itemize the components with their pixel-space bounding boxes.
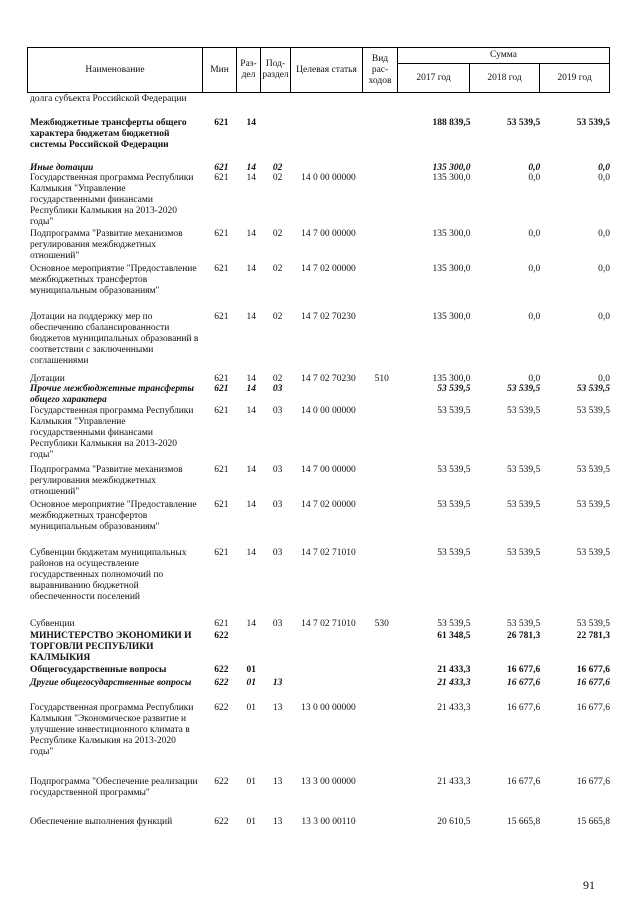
table-row [30,312,610,374]
table-row [30,500,610,548]
cell-name: Другие общегосударственные вопросы [30,678,192,688]
cell-s2: 53 539,5 [507,118,541,128]
cell-s1: 53 539,5 [437,619,471,629]
cell-s3: 53 539,5 [576,619,611,629]
cell-raz: 01 [246,703,256,713]
cell-s3: 0,0 [598,312,611,322]
table-row [30,619,610,631]
cell-pod: 03 [272,465,283,475]
cell-min: 621 [214,406,229,416]
cell-raz: 14 [246,548,256,558]
cell-vid: 510 [374,374,389,384]
cell-raz: 14 [246,312,256,322]
cell-s1: 135 300,0 [432,374,471,384]
cell-raz: 14 [246,384,256,394]
cell-s3: 53 539,5 [576,465,611,475]
cell-cel: 14 7 02 00000 [301,500,356,510]
cell-s2: 16 677,6 [507,703,541,713]
cell-raz: 14 [246,163,256,173]
cell-pod: 02 [272,374,283,384]
cell-pod: 02 [272,312,283,322]
header-vid: Вид рас-ходов [362,47,398,93]
header-min: Мин [202,47,237,93]
cell-min: 622 [214,817,229,827]
cell-name: Межбюджетные трансферты общего характера бюджетам бюджетной системы Российской Федерации [30,118,187,150]
cell-min: 621 [214,384,229,394]
cell-cel: 14 7 02 70230 [301,312,356,322]
cell-cel: 14 7 02 70230 [301,374,356,384]
table-row [30,229,610,264]
table-row [30,384,610,406]
cell-s2: 0,0 [528,312,541,322]
cell-pod: 02 [272,163,283,173]
cell-raz: 01 [246,817,256,827]
cell-pod: 03 [272,500,283,510]
cell-raz: 14 [246,118,256,128]
cell-min: 622 [214,665,229,675]
cell-raz: 14 [246,374,256,384]
cell-s1: 188 839,5 [432,118,471,128]
cell-s1: 53 539,5 [437,384,471,394]
cell-pod: 13 [272,678,283,688]
cell-s1: 61 348,5 [437,631,471,641]
cell-pod: 02 [272,173,283,183]
cell-pod: 02 [272,229,283,239]
cell-pod: 13 [272,817,283,827]
cell-pod: 03 [272,384,283,394]
header-summa: Сумма [397,47,610,64]
cell-name: Основное мероприятие "Предоставление межбюджетных трансфертов муниципальным образованиям" [30,500,197,532]
cell-s2: 53 539,5 [507,384,541,394]
cell-raz: 14 [246,264,256,274]
cell-cel: 14 7 00 00000 [301,229,356,239]
header-razdel: Раз-дел [236,47,261,93]
cell-name: Субвенции [30,619,75,629]
cell-s1: 135 300,0 [432,173,471,183]
cell-s1: 53 539,5 [437,500,471,510]
cell-s1: 20 610,5 [437,817,471,827]
cell-cel: 14 7 02 00000 [301,264,356,274]
cell-name: долга субъекта Российской Федерации [30,94,187,104]
table-row [30,374,610,384]
header-2018: 2018 год [469,63,540,93]
cell-name: Общегосударственные вопросы [30,665,167,675]
cell-s3: 53 539,5 [576,118,611,128]
cell-raz: 01 [246,665,256,675]
cell-min: 622 [214,777,229,787]
cell-s2: 0,0 [528,374,541,384]
cell-s3: 16 677,6 [576,777,611,787]
cell-s2: 0,0 [528,173,541,183]
cell-s2: 53 539,5 [507,406,541,416]
cell-pod: 03 [272,548,283,558]
cell-s2: 16 677,6 [507,665,541,675]
cell-name: Подпрограмма "Развитие механизмов регулирования межбюджетных отношений" [30,465,183,497]
cell-min: 622 [214,631,229,641]
cell-name: Дотации [30,374,65,384]
cell-name: Подпрограмма "Обеспечение реализации государственной программы" [30,777,198,798]
cell-name: Иные дотации [30,163,94,173]
cell-s1: 135 300,0 [432,264,471,274]
cell-raz: 14 [246,500,256,510]
cell-raz: 14 [246,229,256,239]
cell-s3: 53 539,5 [576,406,611,416]
cell-cel: 14 7 00 00000 [301,465,356,475]
cell-name: МИНИСТЕРСТВО ЭКОНОМИКИ И ТОРГОВЛИ РЕСПУБЛИКИ КАЛМЫКИЯ [30,631,192,663]
table-row [30,777,610,817]
cell-s3: 22 781,3 [576,631,611,641]
cell-s2: 53 539,5 [507,619,541,629]
cell-name: Дотации на поддержку мер по обеспечению сбалансированности бюджетов муниципальных образований в соответствии с заключенными соглашениями [30,312,199,366]
cell-cel: 13 3 00 00000 [301,777,356,787]
table-row [30,406,610,465]
cell-min: 622 [214,678,229,688]
cell-min: 621 [214,465,229,475]
cell-s3: 53 539,5 [576,548,611,558]
cell-name: Государственная программа Республики Калмыкия "Управление государственными финансами Республики Калмыкия на 2013-2020 годы" [30,406,194,460]
cell-s1: 53 539,5 [437,465,471,475]
cell-cel: 14 0 00 00000 [301,173,356,183]
cell-s2: 53 539,5 [507,465,541,475]
cell-pod: 13 [272,777,283,787]
cell-s1: 21 433,3 [437,678,471,688]
header-2019: 2019 год [539,63,610,93]
table-row [30,631,610,665]
page-number: 91 [583,878,595,892]
table-row [30,678,610,703]
cell-s2: 26 781,3 [507,631,541,641]
cell-cel: 14 7 02 71010 [301,619,356,629]
cell-min: 621 [214,163,229,173]
cell-raz: 14 [246,406,256,416]
cell-min: 621 [214,118,229,128]
cell-pod: 13 [272,703,283,713]
header-celevaya: Целевая статья [290,47,363,93]
table-body [30,94,610,829]
cell-pod: 03 [272,406,283,416]
cell-cel: 14 7 02 71010 [301,548,356,558]
cell-s1: 21 433,3 [437,703,471,713]
cell-min: 621 [214,312,229,322]
cell-s3: 53 539,5 [576,500,611,510]
cell-cel: 13 0 00 00000 [301,703,356,713]
cell-s2: 0,0 [528,163,541,173]
cell-s1: 135 300,0 [432,163,471,173]
table-row [30,703,610,777]
table-row [30,548,610,619]
cell-s2: 15 665,8 [507,817,541,827]
table-row [30,665,610,678]
cell-s2: 0,0 [528,229,541,239]
cell-min: 621 [214,619,229,629]
cell-min: 621 [214,548,229,558]
table-row [30,817,610,829]
header-podrazdel: Под-раздел [260,47,291,93]
cell-s1: 21 433,3 [437,777,471,787]
cell-name: Прочие межбюджетные трансферты общего характера [30,384,194,405]
table-header [27,47,610,93]
cell-s3: 0,0 [598,229,611,239]
table-row [30,173,610,229]
cell-min: 621 [214,264,229,274]
cell-s1: 135 300,0 [432,229,471,239]
cell-s3: 0,0 [598,163,611,173]
cell-name: Субвенции бюджетам муниципальных районов на осуществление государственных полномочий по выравниванию бюджетной обеспеченности поселений [30,548,187,602]
cell-s3: 0,0 [598,173,611,183]
table-row [30,94,610,118]
table-row [30,465,610,500]
cell-s2: 53 539,5 [507,548,541,558]
cell-min: 622 [214,703,229,713]
cell-s3: 16 677,6 [576,703,611,713]
table-row [30,118,610,163]
cell-name: Государственная программа Республики Калмыкия "Управление государственными финансами Республики Калмыкия на 2013-2020 годы" [30,173,194,227]
cell-s1: 53 539,5 [437,548,471,558]
cell-name: Обеспечение выполнения функций [30,817,173,827]
cell-pod: 03 [272,619,283,629]
cell-min: 621 [214,229,229,239]
cell-s1: 135 300,0 [432,312,471,322]
cell-raz: 01 [246,678,256,688]
cell-s3: 16 677,6 [576,678,611,688]
cell-min: 621 [214,500,229,510]
cell-name: Подпрограмма "Развитие механизмов регулирования межбюджетных отношений" [30,229,183,261]
cell-s2: 16 677,6 [507,678,541,688]
table-row [30,163,610,173]
cell-s1: 21 433,3 [437,665,471,675]
cell-name: Основное мероприятие "Предоставление межбюджетных трансфертов муниципальным образованиям" [30,264,197,296]
cell-name: Государственная программа Республики Калмыкия "Экономическое развитие и улучшение инвестиционного климата в Республике Калмыкия на 2013-2020 годы" [30,703,194,757]
cell-s2: 16 677,6 [507,777,541,787]
cell-raz: 14 [246,173,256,183]
cell-raz: 14 [246,619,256,629]
cell-s3: 16 677,6 [576,665,611,675]
cell-s3: 0,0 [598,264,611,274]
cell-s1: 53 539,5 [437,406,471,416]
cell-s3: 53 539,5 [576,384,611,394]
header-name: Наименование [27,47,203,93]
cell-pod: 02 [272,264,283,274]
cell-s3: 15 665,8 [576,817,611,827]
cell-cel: 14 0 00 00000 [301,406,356,416]
cell-s3: 0,0 [598,374,611,384]
cell-raz: 14 [246,465,256,475]
cell-cel: 13 3 00 00110 [301,817,356,827]
cell-min: 621 [214,374,229,384]
cell-s2: 53 539,5 [507,500,541,510]
table-row [30,264,610,312]
cell-s2: 0,0 [528,264,541,274]
header-2017: 2017 год [397,63,470,93]
cell-min: 621 [214,173,229,183]
cell-vid: 530 [374,619,389,629]
cell-raz: 01 [246,777,256,787]
